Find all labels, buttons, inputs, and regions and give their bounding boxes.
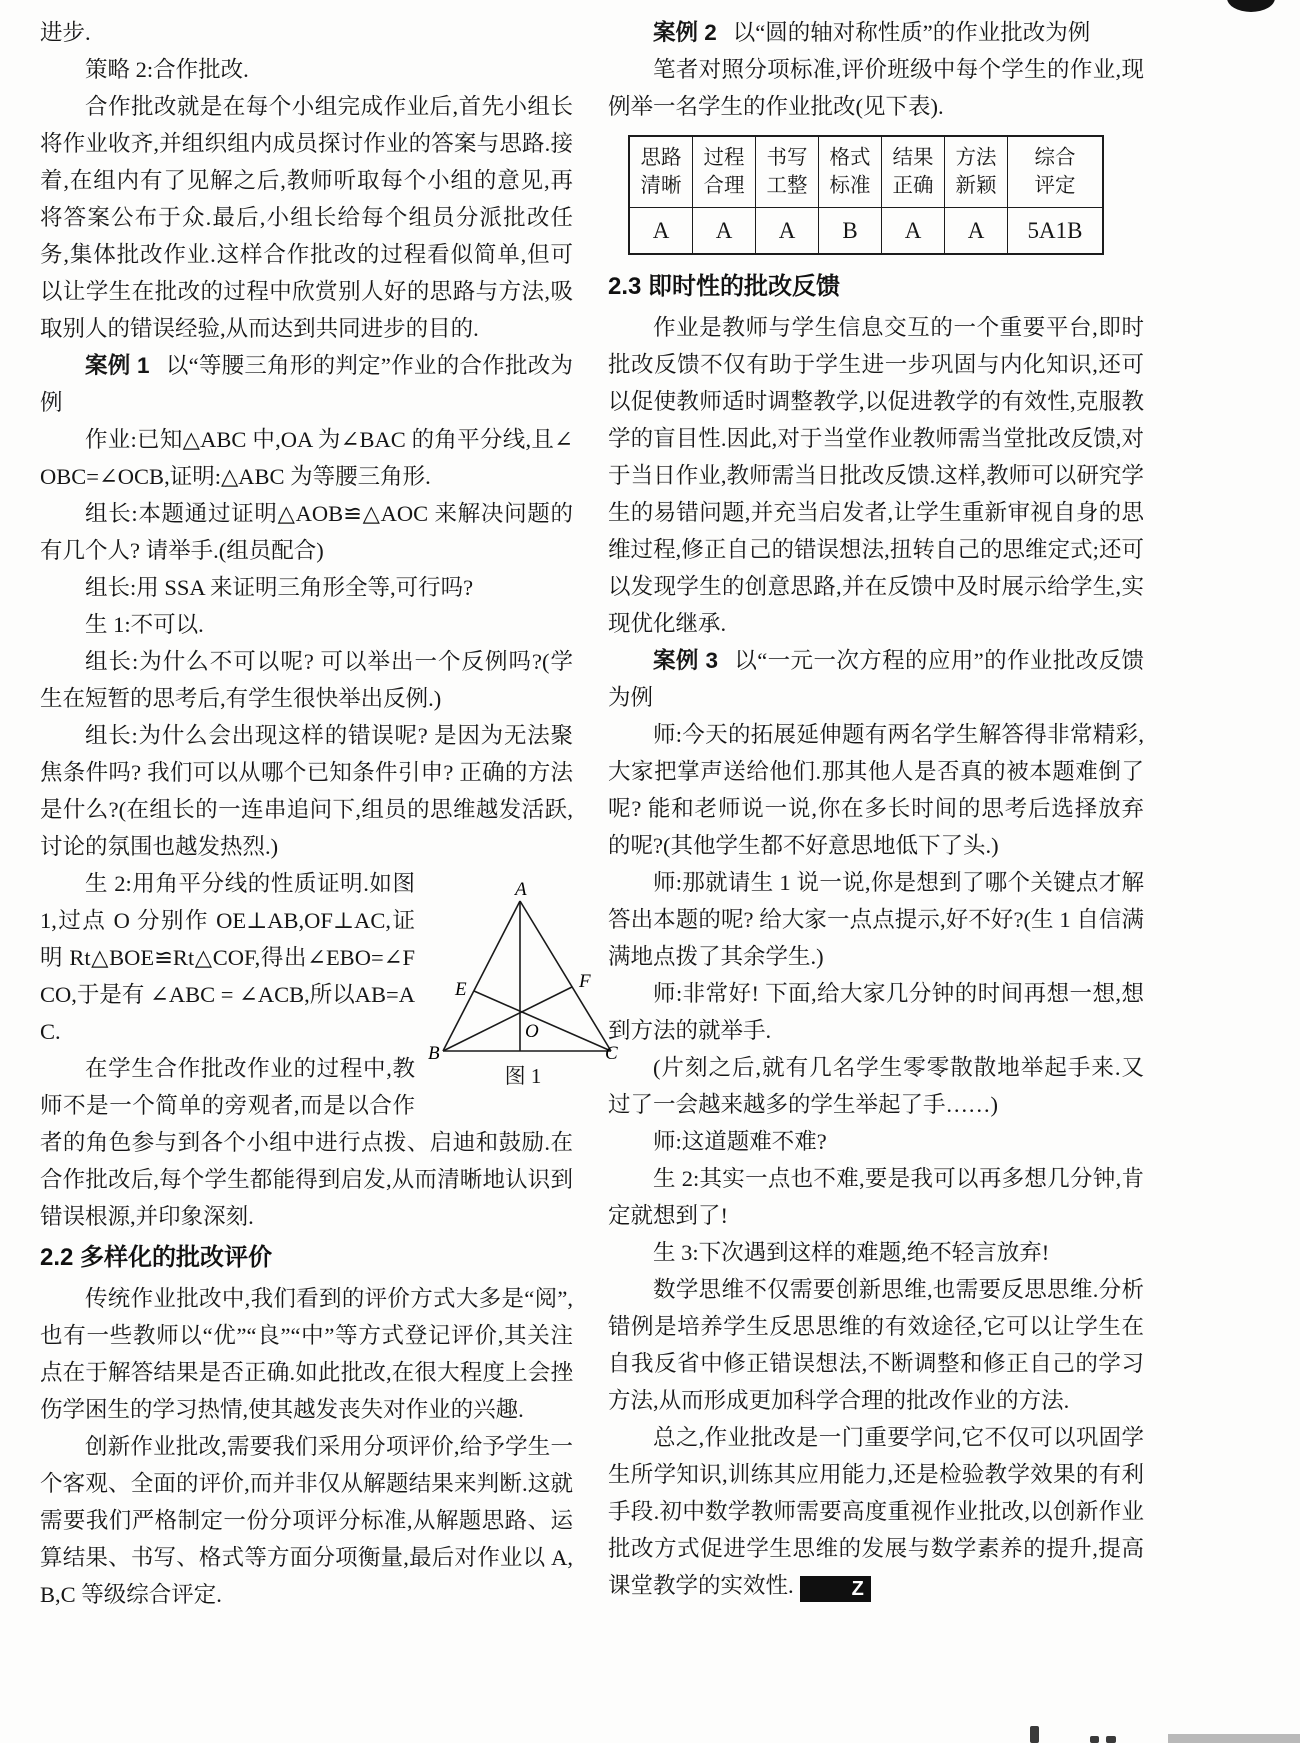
paragraph-conclusion [608,1419,1144,1604]
paragraph-student1-answer: 生 1:不可以. [85,612,204,637]
paragraph-leader-question4: 组长:为什么会出现这样的错误呢? 是因为无法聚焦条件吗? 我们可以从哪个已知条件引申? 正确的方法是什么?(在组长的一连串追问下,组员的思维越发活跃,讨论的氛围也越发热烈.) [40,723,573,859]
header-correct-result: 结果 正确 [882,136,945,208]
figure-caption: 图 1 [504,1064,542,1088]
paragraph-innovative-marking: 创新作业批改,需要我们采用分项评价,给予学生一个客观、全面的评价,而并非仅从解题结果来判断.这就需要我们严格制定一份分项评分标准,从解题思路、运算结果、书写、格式等方面分项衡量,最后对作业以 A,B,C 等级综合评定. [40,1434,573,1607]
grade-cell: A [693,208,756,255]
header-standard-format: 格式 标准 [819,136,882,208]
case1-description: 以“等腰三角形的判定”作业的合作批改为例 [40,353,574,415]
paragraph-teacher-role: 在学生合作批改作业的过程中,教师不是一个简单的旁观者,而是以合作者的角色参与到各个小组中进行点拨、启迪和鼓励.在合作批改后,每个学生都能得到启发,从而清晰地认识到错误根源,并印象深刻. [40,1056,573,1229]
paragraph-leader-question3: 组长:为什么不可以呢? 可以举出一个反例吗?(学生在短暂的思考后,有学生很快举出反例.) [40,649,573,711]
header-neat-writing: 书写 工整 [756,136,819,208]
paragraph-homework-problem: 作业:已知△ABC 中,OA 为∠BAC 的角平分线,且∠OBC=∠OCB,证明:△ABC 为等腰三角形. [40,427,573,489]
paragraph-case3-title [608,642,1144,716]
grading-criteria-table [628,135,1104,255]
footer-cropped-mark [1030,1726,1039,1743]
paragraph-student2-proof: 生 2:用角平分线的性质证明.如图 1,过点 O 分别作 OE⊥AB,OF⊥AC,证明 Rt△BOE≌Rt△COF,得出∠EBO=∠FCO,于是有 ∠ABC = ∠ACB,所以AB=AC. [40,871,415,1044]
left-column [40,14,618,1613]
paragraph-continuation: 进步. [40,20,91,45]
right-column [608,14,1144,1604]
conclusion-text: 总之,作业批改是一门重要学问,它不仅可以巩固学生所学知识,训练其应用能力,还是检验教学效果的有利手段.初中数学教师需要高度重视作业批改,以创新作业批改方式促进学生思维的发展与数学素养的提升,提高课堂教学的实效性. [608,1425,1144,1598]
paragraph-leader-question1: 组长:本题通过证明△AOB≌△AOC 来解决问题的有几个人? 请举手.(组员配合) [40,501,573,563]
header-reasonable-process: 过程 合理 [693,136,756,208]
grade-cell: B [819,208,882,255]
section-heading-2-3: 2.3 即时性的批改反馈 [608,273,841,300]
vertex-label-a: A [515,879,527,900]
point-label-f: F [579,971,591,992]
footer-rule-fragment [1168,1734,1300,1743]
paragraph-teacher-praise: 师:今天的拓展延伸题有两名学生解答得非常精彩,大家把掌声送给他们.那其他人是否真的被本题难倒了呢? 能和老师说一说,你在多长时间的思考后选择放弃的呢?(其他学生都不好意思地低下了头.) [608,722,1144,858]
paragraph-case2-title [608,14,1144,51]
vertex-label-c: C [605,1043,618,1061]
grade-cell: A [945,208,1008,255]
scan-corner-mark [1227,0,1275,12]
case3-description: 以“一元一次方程的应用”的作业批改反馈为例 [608,648,1144,710]
section-heading-2-2: 2.2 多样化的批改评价 [40,1244,273,1271]
paragraph-student3-reply: 生 3:下次遇到这样的难题,绝不轻言放弃! [653,1240,1050,1265]
paragraph-cooperative-marking: 合作批改就是在每个小组完成作业后,首先小组长将作业收齐,并组织组内成员探讨作业的答案与思路.接着,在组内有了见解之后,教师听取每个小组的意见,再将答案公布于众.最后,小组长给每个组员分派批改任务,集体批改作业.这样合作批改的过程看似简单,但可以让学生在批改的过程中欣赏别人好的思路与方法,吸取别人的错误经验,从而达到共同进步的目的. [40,94,573,341]
paragraph-strategy2: 策略 2:合作批改. [85,57,249,82]
table-value-row [629,208,1103,255]
paragraph-teacher-encourage: 师:非常好! 下面,给大家几分钟的时间再想一想,想到方法的就举手. [608,981,1144,1043]
paragraph-case1-title [40,347,573,421]
paragraph-students-raise-hands: (片刻之后,就有几名学生零零散散地举起手来.又过了一会越来越多的学生举起了手……) [608,1055,1144,1117]
paragraph-teacher-invite-student1: 师:那就请生 1 说一说,你是想到了哪个关键点才解答出本题的呢? 给大家一点点提示,好不好?(生 1 自信满满地点拨了其余学生.) [608,870,1144,969]
footer-cropped-page-number [1090,1736,1099,1743]
paragraph-teacher-ask-difficulty: 师:这道题难不难? [653,1129,827,1154]
paragraph-reflective-thinking: 数学思维不仅需要创新思维,也需要反思思维.分析错例是培养学生反思思维的有效途径,它可以让学生在自我反省中修正错误想法,不断调整和修正自己的学习方法,从而形成更加科学合理的批改作业的方法. [608,1277,1144,1413]
paragraph-grading-intro: 笔者对照分项标准,评价班级中每个学生的作业,现例举一名学生的作业批改(见下表). [608,57,1144,119]
grade-cell: A [882,208,945,255]
figure-1 [427,865,619,1105]
case2-description: 以“圆的轴对称性质”的作业批改为例 [732,20,1091,45]
isosceles-triangle-figure [427,879,619,1061]
table-header-row [629,136,1103,208]
case2-label: 案例 2 [653,20,717,45]
case3-label: 案例 3 [653,648,718,673]
article-end-marker: Z [800,1576,871,1602]
grade-cell: A [629,208,693,255]
vertex-label-b: B [428,1043,440,1061]
grade-cell: A [756,208,819,255]
paragraph-student2-reply: 生 2:其实一点也不难,要是我可以再多想几分钟,肯定就想到了! [608,1166,1144,1228]
paragraph-traditional-marking: 传统作业批改中,我们看到的评价方式大多是“阅”,也有一些教师以“优”“良”“中”等方式登记评价,其关注点在于解答结果是否正确.如此批改,在很大程度上会挫伤学困生的学习热情,使其越发丧失对作业的兴趣. [40,1286,573,1422]
header-novel-method: 方法 新颖 [945,136,1008,208]
paragraph-leader-question2: 组长:用 SSA 来证明三角形全等,可行吗? [85,575,474,600]
header-overall-rating: 综合 评定 [1008,136,1104,208]
paragraph-timely-feedback: 作业是教师与学生信息交互的一个重要平台,即时批改反馈不仅有助于学生进一步巩固与内化知识,还可以促使教师适时调整教学,以促进教学的有效性,克服教学的盲目性.因此,对于当堂作业教师需当堂批改反馈,对于当日作业,教师需当日批改反馈.这样,教师可以研究学生的易错问题,并充当启发者,让学生重新审视自身的思维过程,修正自己的错误想法,扭转自己的思维定式;还可以发现学生的创意思路,并在反馈中及时展示给学生,实现优化继承. [608,315,1144,636]
header-clear-thinking: 思路 清晰 [629,136,693,208]
point-label-o: O [525,1021,539,1042]
point-label-e: E [455,979,467,1000]
case1-label: 案例 1 [85,353,150,378]
footer-cropped-page-number [1106,1736,1116,1743]
student2-block-with-figure [40,865,618,1235]
grade-cell-overall: 5A1B [1008,208,1104,255]
